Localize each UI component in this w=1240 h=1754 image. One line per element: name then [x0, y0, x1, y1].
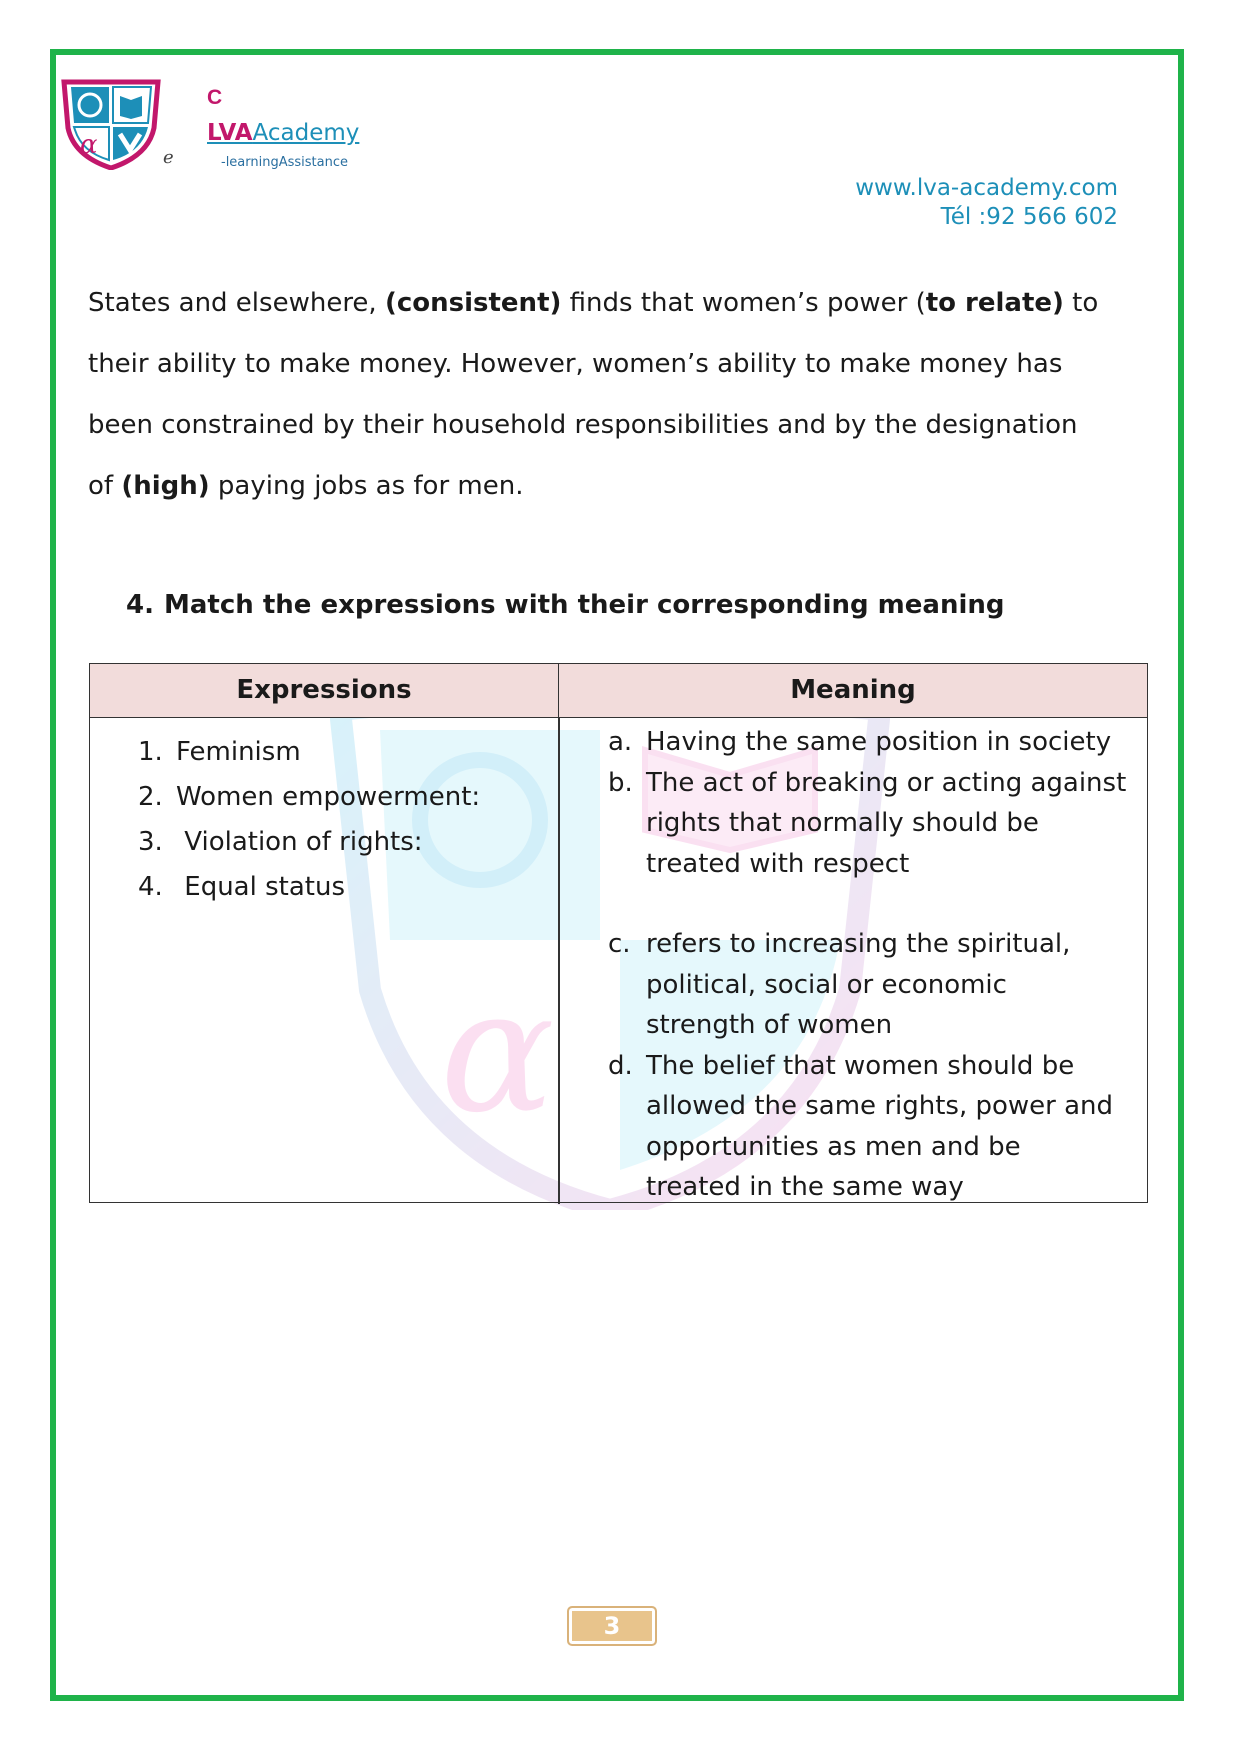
brand-tagline: -learningAssistance — [221, 155, 348, 170]
meaning-line: treated with respect — [646, 848, 910, 879]
item-letter: a. — [608, 727, 633, 757]
meaning-line: opportunities as men and be — [646, 1131, 1021, 1162]
meaning-item — [608, 722, 1138, 763]
meaning-line: Having the same position in society — [646, 727, 1112, 757]
meaning-line: The act of breaking or acting against — [646, 767, 1127, 798]
meaning-text — [646, 722, 1111, 763]
column-divider — [558, 718, 560, 1204]
expressions-list — [138, 730, 480, 910]
body-paragraph — [88, 273, 1138, 517]
meaning-line: strength of women — [646, 1010, 893, 1040]
text-run: to — [1063, 288, 1099, 318]
meaning-text — [646, 763, 1126, 885]
gap-word: (consistent) — [384, 288, 562, 318]
gap-word: (high) — [121, 471, 210, 501]
meaning-item — [608, 924, 1138, 1046]
item-letter: c. — [608, 929, 631, 959]
expression-item — [138, 865, 480, 910]
expression-text: Feminism — [176, 737, 301, 767]
paragraph-line — [88, 273, 1138, 334]
expression-text: Equal status — [176, 872, 345, 902]
text-run: their ability to make money. However, women’s ability to make money has — [88, 349, 1063, 379]
logo-letter: C — [207, 86, 223, 109]
phone-number: Tél :92 566 602 — [940, 204, 1118, 230]
meaning-line: political, social or economic — [646, 969, 1007, 1000]
expression-item — [138, 820, 480, 865]
gap-word: to relate) — [925, 288, 1064, 318]
item-number: 3. — [138, 827, 163, 857]
academy-logo — [58, 78, 164, 170]
header-meaning: Meaning — [559, 664, 1147, 718]
paragraph-line — [88, 334, 1138, 395]
expression-item — [138, 775, 480, 820]
item-letter: b. — [608, 767, 633, 798]
list-spacer — [608, 884, 1138, 924]
meanings-list — [608, 722, 1138, 1208]
item-number: 1. — [138, 737, 163, 767]
text-run: paying jobs as for men. — [209, 471, 524, 501]
logo-e-mark: e — [163, 147, 174, 168]
question-heading — [126, 590, 1004, 620]
meaning-line: treated in the same way — [646, 1172, 964, 1202]
svg-text:α: α — [440, 953, 555, 1151]
matching-table — [89, 663, 1148, 1203]
text-run: finds that women’s power ( — [561, 288, 926, 318]
contact-info — [855, 174, 1118, 232]
question-title: Match the expressions with their corresponding meaning — [164, 590, 1005, 620]
paragraph-line — [88, 456, 1138, 517]
website-url: www.lva-academy.com — [855, 175, 1118, 201]
expression-text: Women empowerment: — [176, 782, 481, 812]
brand-name: LVAAcademy — [207, 120, 360, 146]
header-expressions: Expressions — [90, 664, 559, 718]
text-run: of — [88, 471, 122, 501]
meaning-item — [608, 763, 1138, 885]
text-run: been constrained by their household responsibilities and by the designation — [88, 410, 1078, 440]
page-number: 3 — [567, 1606, 657, 1646]
text-run: States and elsewhere, — [88, 288, 385, 318]
meaning-text — [646, 924, 1070, 1046]
paragraph-line — [88, 395, 1138, 456]
meaning-line: allowed the same rights, power and — [646, 1091, 1114, 1121]
meaning-line: refers to increasing the spiritual, — [646, 929, 1071, 959]
item-letter: d. — [608, 1050, 633, 1081]
expression-text: Violation of rights: — [176, 827, 423, 857]
svg-text:α: α — [80, 130, 98, 160]
question-number: 4. — [126, 590, 154, 620]
meaning-item — [608, 1046, 1138, 1208]
meaning-line: rights that normally should be — [646, 808, 1039, 838]
expression-item — [138, 730, 480, 775]
item-number: 2. — [138, 782, 163, 812]
meaning-text — [646, 1046, 1113, 1208]
item-number: 4. — [138, 872, 163, 902]
meaning-line: The belief that women should be — [646, 1050, 1075, 1081]
